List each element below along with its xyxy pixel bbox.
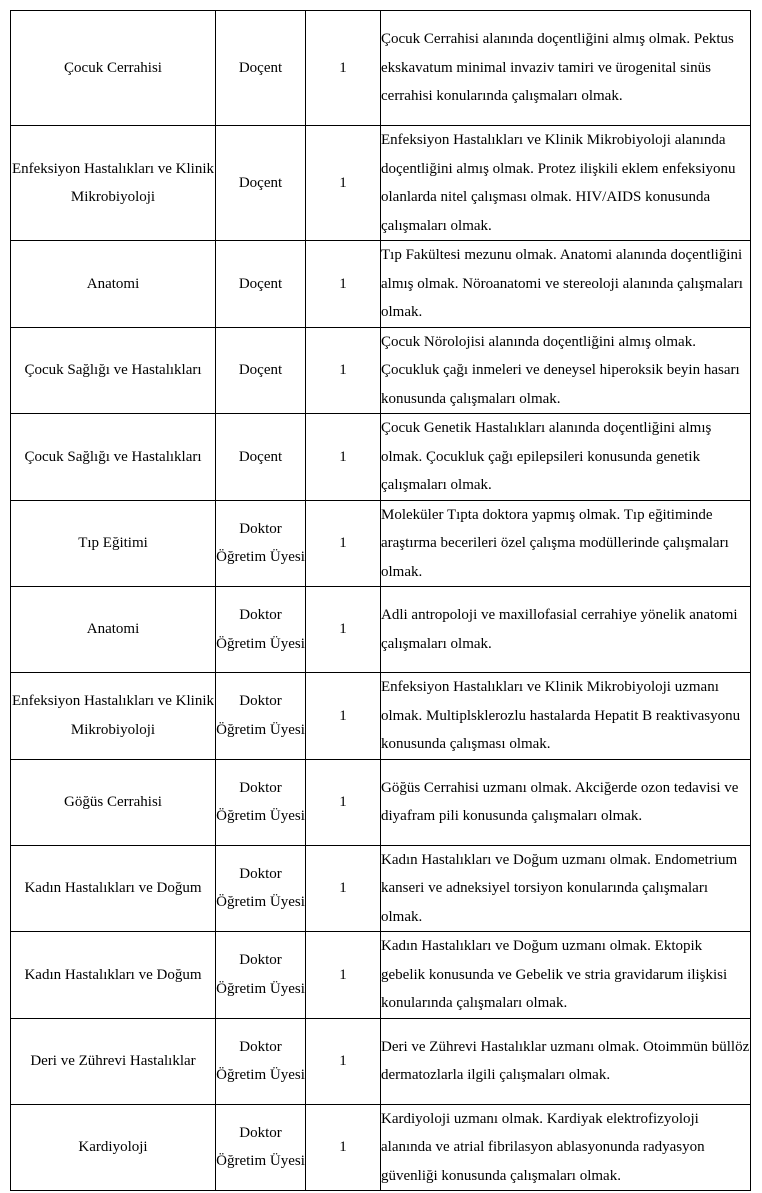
department-cell: Enfeksiyon Hastalıkları ve Klinik Mikrobiyoloji (11, 126, 216, 241)
count-cell: 1 (306, 587, 381, 673)
title-cell: Doktor Öğretim Üyesi (216, 673, 306, 760)
table-row (11, 11, 751, 126)
count-cell: 1 (306, 673, 381, 760)
requirement-cell: Moleküler Tıpta doktora yapmış olmak. Tıp eğitiminde araştırma becerileri özel çalışma modüllerinde çalışmaları olmak. (381, 500, 751, 587)
count-cell: 1 (306, 414, 381, 501)
department-cell: Anatomi (11, 241, 216, 328)
title-cell: Doktor Öğretim Üyesi (216, 932, 306, 1019)
title-cell: Doçent (216, 327, 306, 414)
requirement-cell: Enfeksiyon Hastalıkları ve Klinik Mikrobiyoloji uzmanı olmak. Multiplsklerozlu hastalarda Hepatit B reaktivasyonu konusunda çalışması olmak. (381, 673, 751, 760)
table-row (11, 126, 751, 241)
count-cell: 1 (306, 327, 381, 414)
table-row (11, 587, 751, 673)
title-cell: Doktor Öğretim Üyesi (216, 500, 306, 587)
table-row (11, 673, 751, 760)
department-cell: Tıp Eğitimi (11, 500, 216, 587)
requirement-cell: Deri ve Zührevi Hastalıklar uzmanı olmak. Otoimmün büllöz dermatozlarla ilgili çalışmaları olmak. (381, 1018, 751, 1104)
requirement-cell: Çocuk Cerrahisi alanında doçentliğini almış olmak. Pektus ekskavatum minimal invaziv tamiri ve ürogenital sinüs cerrahisi konularında çalışmaları olmak. (381, 11, 751, 126)
requirement-cell: Kardiyoloji uzmanı olmak. Kardiyak elektrofizyoloji alanında ve atrial fibrilasyon ablasyonunda radyasyon güvenliği konusunda çalışmaları olmak. (381, 1104, 751, 1191)
count-cell: 1 (306, 932, 381, 1019)
count-cell: 1 (306, 759, 381, 845)
count-cell: 1 (306, 845, 381, 932)
requirement-cell: Tıp Fakültesi mezunu olmak. Anatomi alanında doçentliğini almış olmak. Nöroanatomi ve stereoloji alanında çalışmaları olmak. (381, 241, 751, 328)
title-cell: Doktor Öğretim Üyesi (216, 845, 306, 932)
count-cell: 1 (306, 11, 381, 126)
department-cell: Deri ve Zührevi Hastalıklar (11, 1018, 216, 1104)
count-cell: 1 (306, 500, 381, 587)
table-row (11, 500, 751, 587)
requirement-cell: Göğüs Cerrahisi uzmanı olmak. Akciğerde ozon tedavisi ve diyafram pili konusunda çalışmaları olmak. (381, 759, 751, 845)
table-row (11, 414, 751, 501)
title-cell: Doktor Öğretim Üyesi (216, 1104, 306, 1191)
table-row (11, 1018, 751, 1104)
department-cell: Göğüs Cerrahisi (11, 759, 216, 845)
department-cell: Çocuk Sağlığı ve Hastalıkları (11, 327, 216, 414)
requirement-cell: Enfeksiyon Hastalıkları ve Klinik Mikrobiyoloji alanında doçentliğini almış olmak. Protez ilişkili eklem enfeksiyonu olanlarda nitel çalışması olmak. HIV/AIDS konusunda çalışmaları olmak. (381, 126, 751, 241)
title-cell: Doktor Öğretim Üyesi (216, 759, 306, 845)
positions-table-body (11, 11, 751, 1191)
title-cell: Doktor Öğretim Üyesi (216, 1018, 306, 1104)
positions-table (10, 10, 751, 1191)
table-row (11, 932, 751, 1019)
department-cell: Kardiyoloji (11, 1104, 216, 1191)
title-cell: Doçent (216, 241, 306, 328)
table-row (11, 241, 751, 328)
title-cell: Doktor Öğretim Üyesi (216, 587, 306, 673)
requirement-cell: Çocuk Genetik Hastalıkları alanında doçentliğini almış olmak. Çocukluk çağı epilepsileri konusunda genetik çalışmaları olmak. (381, 414, 751, 501)
count-cell: 1 (306, 1104, 381, 1191)
table-row (11, 759, 751, 845)
count-cell: 1 (306, 126, 381, 241)
requirement-cell: Kadın Hastalıkları ve Doğum uzmanı olmak. Endometrium kanseri ve adneksiyel torsiyon konularında çalışmaları olmak. (381, 845, 751, 932)
department-cell: Çocuk Sağlığı ve Hastalıkları (11, 414, 216, 501)
title-cell: Doçent (216, 11, 306, 126)
requirement-cell: Kadın Hastalıkları ve Doğum uzmanı olmak. Ektopik gebelik konusunda ve Gebelik ve stria gravidarum ilişkisi konularında çalışmaları olmak. (381, 932, 751, 1019)
requirement-cell: Adli antropoloji ve maxillofasial cerrahiye yönelik anatomi çalışmaları olmak. (381, 587, 751, 673)
count-cell: 1 (306, 1018, 381, 1104)
department-cell: Enfeksiyon Hastalıkları ve Klinik Mikrobiyoloji (11, 673, 216, 760)
department-cell: Anatomi (11, 587, 216, 673)
table-row (11, 327, 751, 414)
table-row (11, 845, 751, 932)
count-cell: 1 (306, 241, 381, 328)
title-cell: Doçent (216, 126, 306, 241)
department-cell: Kadın Hastalıkları ve Doğum (11, 932, 216, 1019)
title-cell: Doçent (216, 414, 306, 501)
department-cell: Kadın Hastalıkları ve Doğum (11, 845, 216, 932)
requirement-cell: Çocuk Nörolojisi alanında doçentliğini almış olmak. Çocukluk çağı inmeleri ve deneysel hiperoksik beyin hasarı konusunda çalışmaları olmak. (381, 327, 751, 414)
department-cell: Çocuk Cerrahisi (11, 11, 216, 126)
table-row (11, 1104, 751, 1191)
